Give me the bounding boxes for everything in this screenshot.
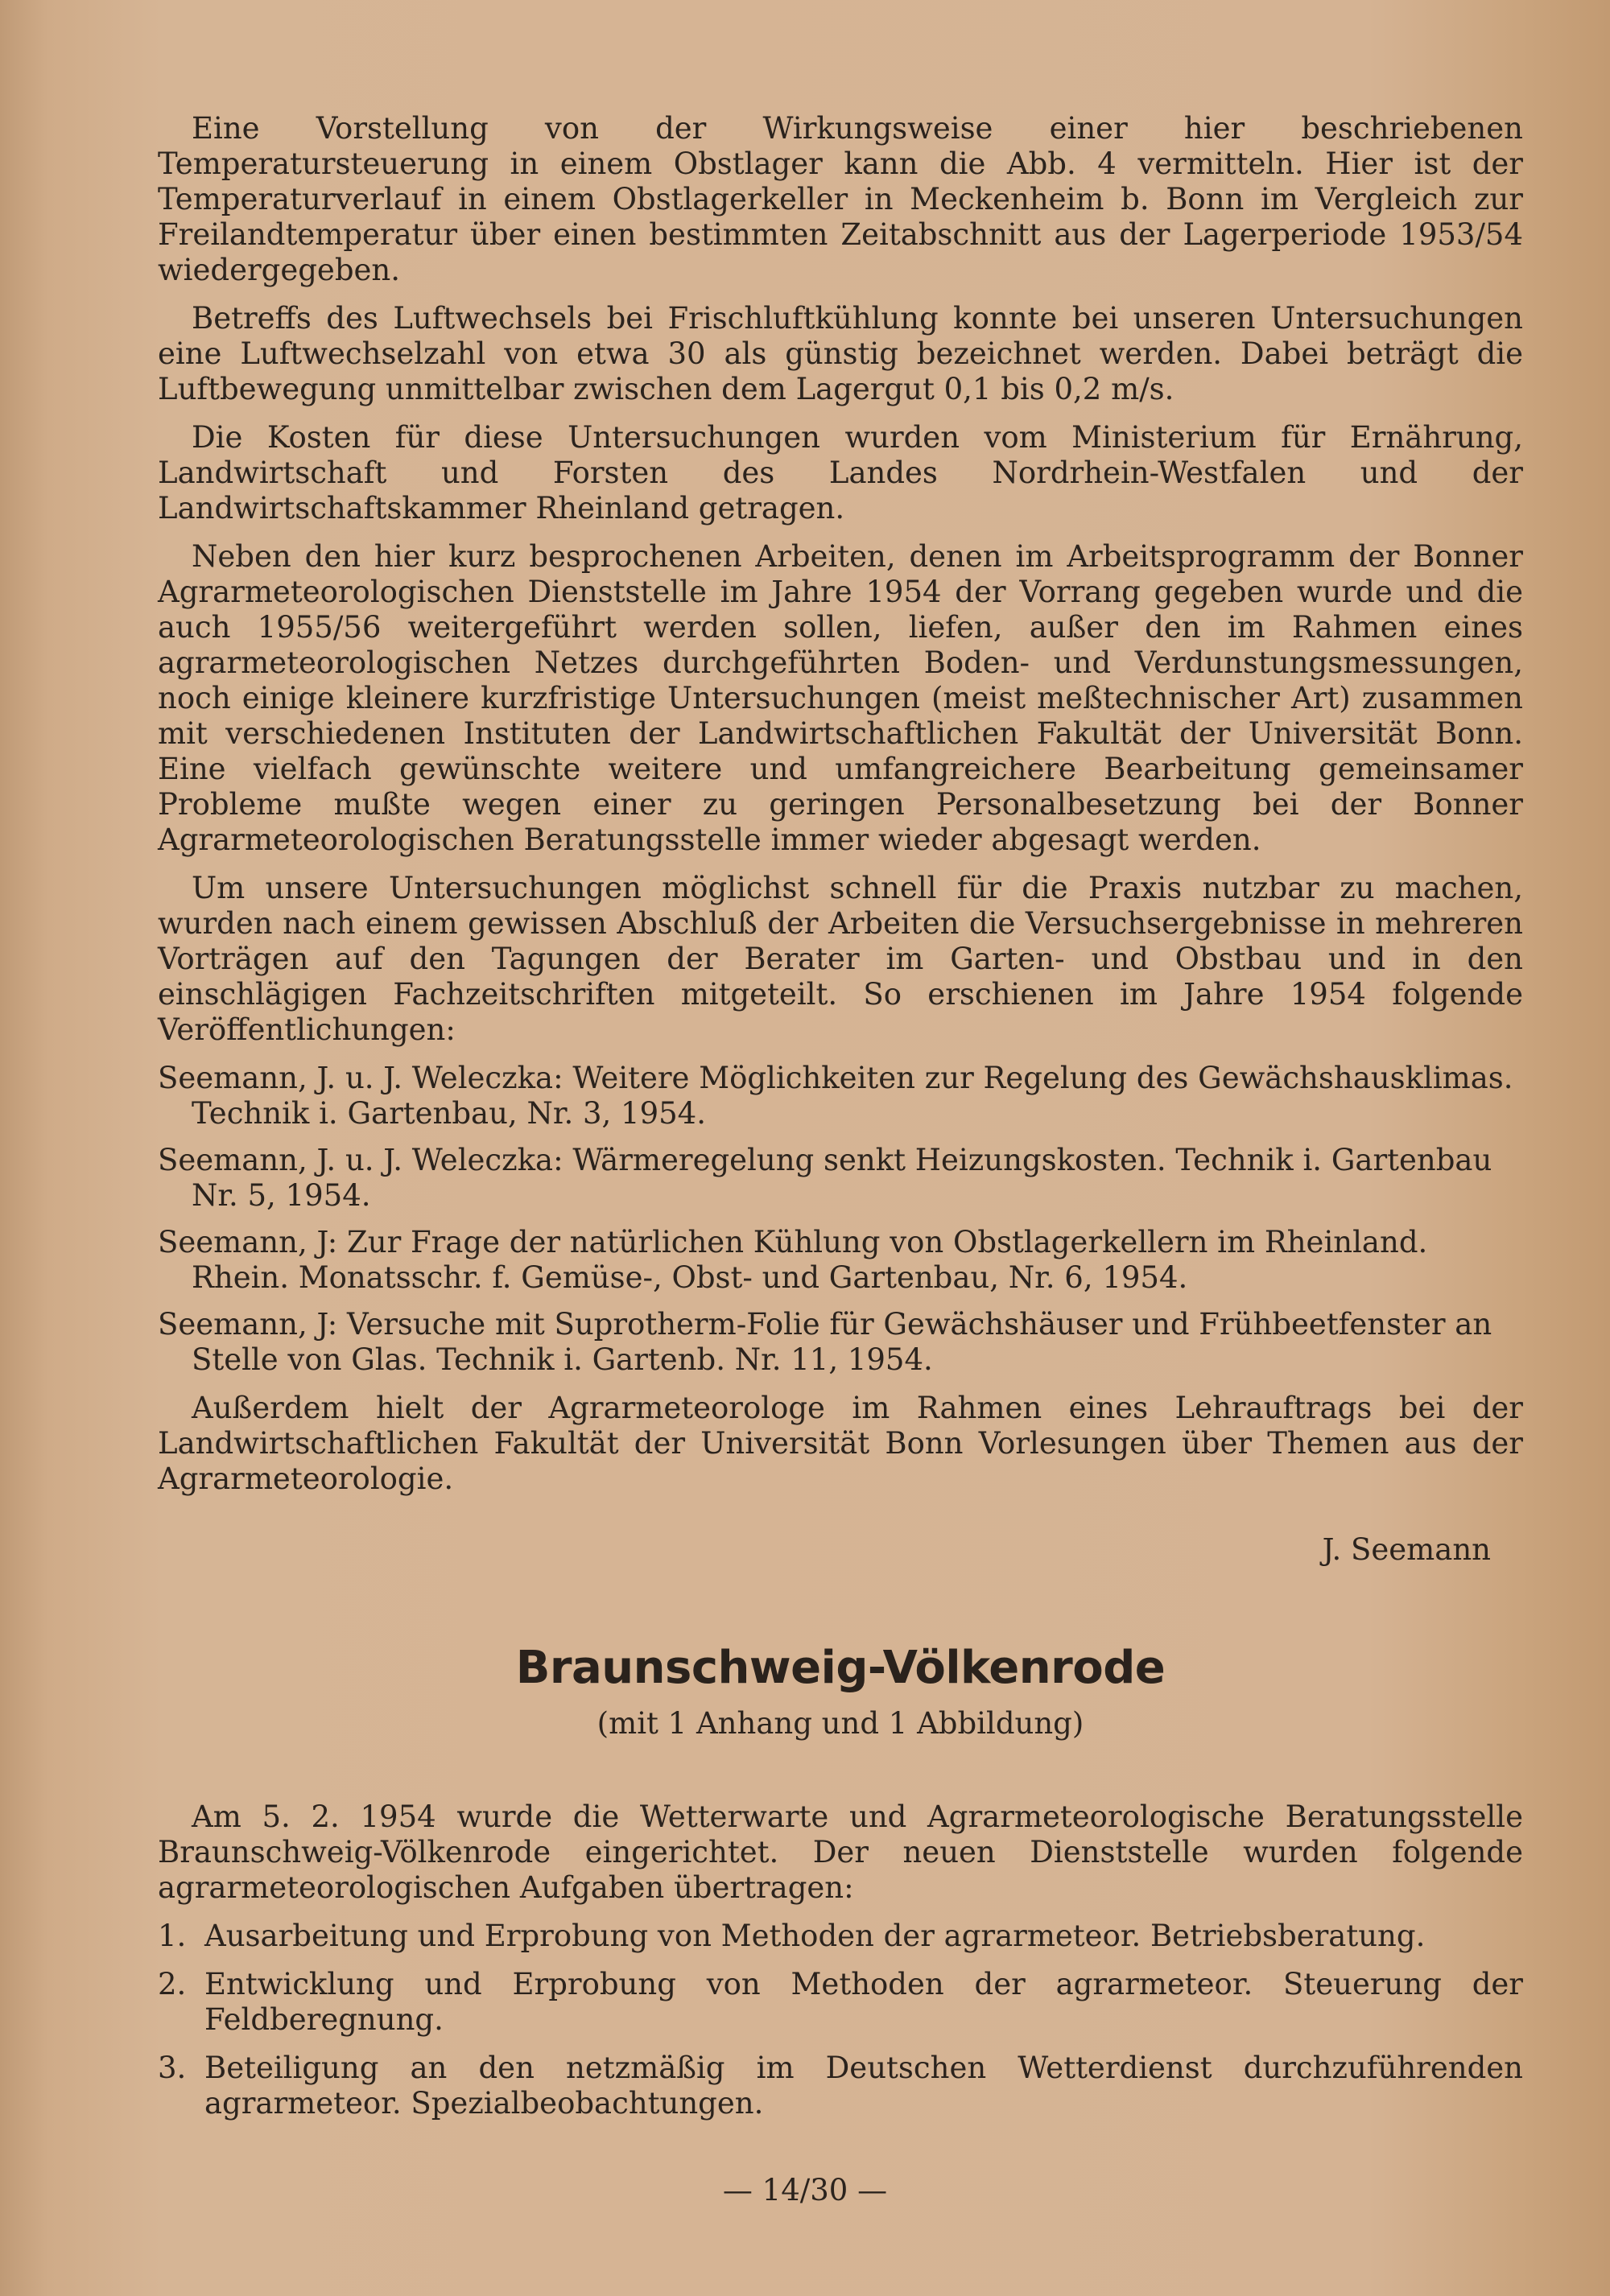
page-body [158, 111, 1523, 2134]
section-title: Braunschweig-Völkenrode [515, 1642, 1166, 1694]
list-item [158, 1919, 1523, 1954]
paragraph-section-intro: Am 5. 2. 1954 wurde die Wetterwarte und Agrarmeteorologische Beratungsstelle Braunschweig-Völkenrode eingerichtet. Der neuen Dienststelle wurden folgende agrarmeteorologischen Aufgaben übertragen: [158, 1799, 1523, 1905]
page-number: — 14/30 — [722, 2173, 888, 2207]
reference-item: Seemann, J: Versuche mit Suprotherm-Folie für Gewächshäuser und Frühbeetfenster an Stelle von Glas. Technik i. Gartenb. Nr. 11, 1954. [158, 1307, 1492, 1377]
list-item-number: 2. [158, 1967, 187, 2001]
reference-item: Seemann, J. u. J. Weleczka: Wärmeregelung senkt Heizungskosten. Technik i. Gartenbau Nr. 5, 1954. [158, 1143, 1492, 1213]
list-item-text: Beteiligung an den netzmäßig im Deutschen Wetterdienst durchzuführenden agrarmeteor. Spezialbeobachtungen. [204, 2051, 1523, 2121]
reference-item: Seemann, J: Zur Frage der natürlichen Kühlung von Obstlagerkellern im Rheinland. Rhein. Monatsschr. f. Gemüse-, Obst- und Gartenbau, Nr. 6, 1954. [158, 1225, 1428, 1295]
list-item [158, 2051, 1523, 2121]
paragraph-costs: Die Kosten für diese Untersuchungen wurden vom Ministerium für Ernährung, Landwirtschaft und Forsten des Landes Nordrhein-Westfalen und der Landwirtschaftskammer Rheinland getragen. [158, 420, 1523, 526]
paragraph-temperature-control: Eine Vorstellung von der Wirkungsweise einer hier beschriebenen Temperatursteuerung in einem Obstlager kann die Abb. 4 vermitteln. Hier ist der Temperaturverlauf in einem Obstlagerkeller in Meckenheim b. Bonn im Vergleich zur Freilandtemperatur über einen bestimmten Zeitabschnitt aus der Lagerperiode 1953/54 wiedergegeben. [158, 111, 1523, 287]
list-item-number: 1. [158, 1919, 187, 1953]
list-item-number: 3. [158, 2051, 187, 2085]
author-signature: J. Seemann [1322, 1532, 1491, 1567]
reference-list [158, 1061, 1523, 1378]
list-item [158, 1967, 1523, 2038]
list-item-text: Entwicklung und Erprobung von Methoden der agrarmeteor. Steuerung der Feldberegnung. [204, 1967, 1523, 2037]
reference-item: Seemann, J. u. J. Weleczka: Weitere Möglichkeiten zur Regelung des Gewächshausklimas. Technik i. Gartenbau, Nr. 3, 1954. [158, 1061, 1513, 1131]
paragraph-further-work: Neben den hier kurz besprochenen Arbeiten, denen im Arbeitsprogramm der Bonner Agrarmeteorologischen Dienststelle im Jahre 1954 der Vorrang gegeben wurde und die auch 1955/56 weitergeführt werden sollen, liefen, außer den im Rahmen eines agrarmeteorologischen Netzes durchgeführten Boden- und Verdunstungsmessungen, noch einige kleinere kurzfristige Untersuchungen (meist meßtechnischer Art) zusammen mit verschiedenen Instituten der Landwirtschaftlichen Fakultät der Universität Bonn. Eine vielfach gewünschte weitere und umfangreichere Bearbeitung gemeinsamer Probleme mußte wegen einer zu geringen Personalbesetzung bei der Bonner Agrarmeteorologischen Beratungsstelle immer wieder abgesagt werden. [158, 539, 1523, 857]
paragraph-air-exchange: Betreffs des Luftwechsels bei Frischluftkühlung konnte bei unseren Untersuchungen eine Luftwechselzahl von etwa 30 als günstig bezeichnet werden. Dabei beträgt die Luftbewegung unmittelbar zwischen dem Lagergut 0,1 bis 0,2 m/s. [158, 301, 1523, 406]
paragraph-publications-intro: Um unsere Untersuchungen möglichst schnell für die Praxis nutzbar zu machen, wurden nach einem gewissen Abschluß der Arbeiten die Versuchsergebnisse in mehreren Vorträgen auf den Tagungen der Berater im Garten- und Obstbau und in den einschlägigen Fachzeitschriften mitgeteilt. So erschienen im Jahre 1954 folgende Veröffentlichungen: [158, 871, 1523, 1047]
list-item-text: Ausarbeitung und Erprobung von Methoden der agrarmeteor. Betriebsberatung. [204, 1919, 1426, 1953]
task-list [158, 1919, 1523, 2121]
paragraph-lectures: Außerdem hielt der Agrarmeteorologe im Rahmen eines Lehrauftrags bei der Landwirtschaftlichen Fakultät der Universität Bonn Vorlesungen über Themen aus der Agrarmeteorologie. [158, 1391, 1523, 1496]
section-subtitle: (mit 1 Anhang und 1 Abbildung) [597, 1706, 1084, 1741]
